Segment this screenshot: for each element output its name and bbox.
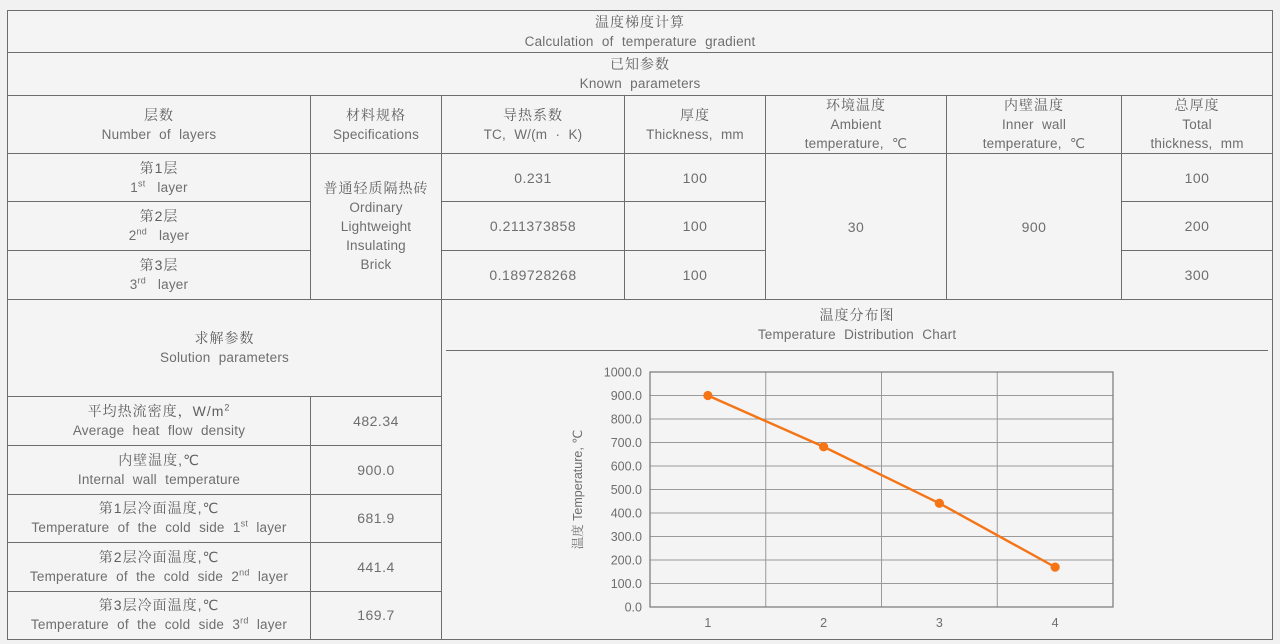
cell-layer2-name: 第2层 2nd layer bbox=[8, 202, 311, 251]
y-tick-label: 400.0 bbox=[610, 506, 642, 521]
line-chart-svg bbox=[446, 351, 1273, 639]
cell-thickness-layer1: 100 bbox=[625, 154, 766, 202]
y-tick-label: 800.0 bbox=[610, 412, 642, 427]
cell-ambient-temperature: 30 bbox=[766, 154, 947, 300]
cell-total-layer1: 100 bbox=[1122, 154, 1273, 202]
y-tick-label: 0.0 bbox=[624, 600, 642, 615]
y-axis-title: 温度 Temperature, ℃ bbox=[571, 429, 585, 550]
cell-tc-layer3: 0.189728268 bbox=[442, 251, 625, 300]
value-cold-side-layer2: 441.4 bbox=[311, 542, 442, 591]
known-heading-cn: 已知参数 bbox=[610, 56, 671, 72]
header-total-thickness: 总厚度 Total thickness, mm bbox=[1122, 96, 1273, 154]
cell-tc-layer2: 0.211373858 bbox=[442, 202, 625, 251]
header-thermal-conductivity: 导热系数 TC, W/(m · K) bbox=[442, 96, 625, 154]
cell-layer3-name: 第3层 3rd layer bbox=[8, 251, 311, 300]
cell-tc-layer1: 0.231 bbox=[442, 154, 625, 202]
y-tick-label: 600.0 bbox=[610, 459, 642, 474]
y-tick-label: 900.0 bbox=[610, 389, 642, 403]
cell-inner-wall-temperature: 900 bbox=[947, 154, 1122, 300]
temperature-chart-panel bbox=[442, 300, 1273, 640]
data-point bbox=[1051, 563, 1060, 572]
header-specifications: 材料规格 Specifications bbox=[311, 96, 442, 154]
y-tick-label: 700.0 bbox=[610, 436, 642, 450]
solution-parameters-heading: 求解参数 Solution parameters bbox=[8, 300, 442, 397]
value-cold-side-layer1: 681.9 bbox=[311, 494, 442, 542]
value-average-heat-flow-density: 482.34 bbox=[311, 397, 442, 446]
cell-total-layer2: 200 bbox=[1122, 202, 1273, 251]
chart-title-en: Temperature Distribution Chart bbox=[757, 327, 957, 342]
label-internal-wall-temperature: 内壁温度,℃ Internal wall temperature bbox=[8, 446, 311, 494]
sheet-title-en: Calculation of temperature gradient bbox=[524, 33, 756, 49]
header-layers: 层数 Number of layers bbox=[8, 96, 311, 154]
temperature-distribution-chart bbox=[446, 351, 1268, 639]
chart-title-cn: 温度分布图 bbox=[819, 307, 895, 323]
y-tick-label: 300.0 bbox=[610, 530, 642, 544]
cell-thickness-layer3: 100 bbox=[625, 251, 766, 300]
y-tick-label: 1000.0 bbox=[603, 365, 642, 380]
value-internal-wall-temperature: 900.0 bbox=[311, 446, 442, 494]
cell-layer1-name: 第1层 1st layer bbox=[8, 154, 311, 202]
label-cold-side-layer3: 第3层冷面温度,℃ Temperature of the cold side 3rd layer bbox=[8, 591, 311, 639]
data-point bbox=[819, 442, 828, 451]
x-tick-label: 4 bbox=[1051, 616, 1059, 630]
header-inner-wall-temperature: 内壁温度 Inner wall temperature, ℃ bbox=[947, 96, 1122, 154]
x-tick-label: 2 bbox=[820, 616, 828, 630]
known-parameters-heading bbox=[8, 53, 1273, 96]
header-ambient-temperature: 环境温度 Ambient temperature, ℃ bbox=[766, 96, 947, 154]
data-point bbox=[935, 499, 944, 508]
y-tick-label: 100.0 bbox=[610, 577, 642, 591]
known-heading-en: Known parameters bbox=[579, 76, 701, 91]
label-cold-side-layer1: 第1层冷面温度,℃ Temperature of the cold side 1st layer bbox=[8, 494, 311, 542]
value-cold-side-layer3: 169.7 bbox=[311, 591, 442, 639]
calculation-sheet bbox=[7, 10, 1273, 640]
cell-total-layer3: 300 bbox=[1122, 251, 1273, 300]
x-tick-label: 3 bbox=[935, 616, 943, 630]
header-thickness: 厚度 Thickness, mm bbox=[625, 96, 766, 154]
data-point bbox=[703, 391, 712, 400]
y-tick-label: 500.0 bbox=[610, 483, 642, 497]
cell-thickness-layer2: 100 bbox=[625, 202, 766, 251]
x-tick-label: 1 bbox=[704, 616, 712, 630]
y-tick-label: 200.0 bbox=[610, 553, 642, 568]
chart-title bbox=[446, 300, 1268, 351]
sheet-title-cn: 温度梯度计算 bbox=[595, 13, 686, 30]
label-average-heat-flow-density: 平均热流密度，$W/m^2$ Average heat flow density bbox=[8, 397, 311, 446]
label-cold-side-layer2: 第2层冷面温度,℃ Temperature of the cold side 2nd layer bbox=[8, 542, 311, 591]
cell-material-spec: 普通轻质隔热砖 Ordinary Lightweight Insulating Brick bbox=[311, 154, 442, 300]
sheet-title bbox=[8, 11, 1273, 53]
